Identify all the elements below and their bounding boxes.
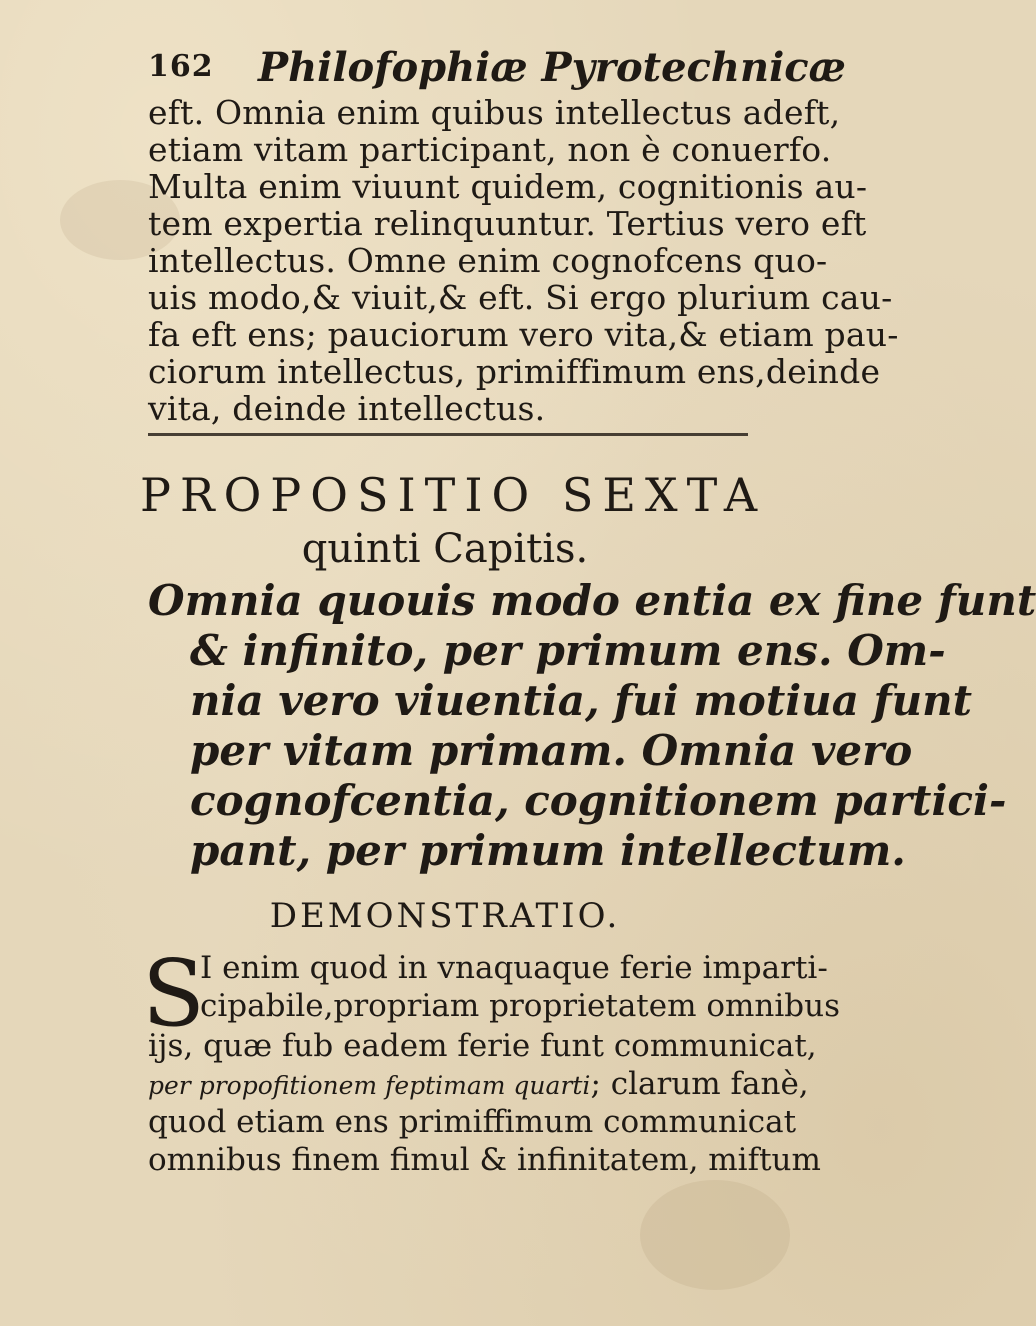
text-line: vita, deinde intellectus. xyxy=(148,389,546,428)
text-line: omnibus finem fimul & infinitatem, miftum xyxy=(148,1142,821,1178)
proposition-line: Omnia quouis modo entia ex fine funt xyxy=(148,576,1036,625)
text-line xyxy=(148,1066,809,1102)
proposition-line: & infinito, per primum ens. Om- xyxy=(190,626,946,675)
text-line: intellectus. Omne enim cognofcens quo- xyxy=(148,241,828,280)
text-line: ijs, quæ fub eadem ferie funt communicat, xyxy=(148,1028,817,1064)
text-line: cipabile,propriam proprietatem omnibus xyxy=(200,988,841,1024)
text-line: etiam vitam participant, non è conuerfo. xyxy=(148,130,832,169)
text-line: fa eft ens; pauciorum vero vita,& etiam pau- xyxy=(148,315,899,354)
text-fragment: ; clarum fanè, xyxy=(590,1066,809,1102)
text-line: quod etiam ens primiffimum communicat xyxy=(148,1104,797,1140)
text-line: I enim quod in vnaquaque ferie imparti- xyxy=(200,950,828,986)
page-number: 162 xyxy=(148,49,214,84)
horizontal-rule xyxy=(148,433,748,436)
text-line: ciorum intellectus, primiffimum ens,deinde xyxy=(148,352,881,391)
section-heading: PROPOSITIO SEXTA xyxy=(140,468,767,522)
section-subheading: quinti Capitis. xyxy=(301,526,589,572)
running-title: Philofophiæ Pyrotechnicæ xyxy=(258,44,846,91)
text-line: uis modo,& viuit,& eft. Si ergo plurium cau- xyxy=(148,278,893,317)
proposition-line: cognofcentia, cognitionem partici- xyxy=(190,776,1007,825)
text-line: tem expertia relinquuntur. Tertius vero eft xyxy=(148,204,867,243)
paper-stain xyxy=(640,1180,790,1290)
proposition-line: per vitam primam. Omnia vero xyxy=(190,726,913,775)
proposition-line: pant, per primum intellectum. xyxy=(190,826,906,875)
text-line: Multa enim viuunt quidem, cognitionis au- xyxy=(148,167,868,206)
text-line: eft. Omnia enim quibus intellectus adeft, xyxy=(148,93,841,132)
demonstratio-heading: DEMONSTRATIO. xyxy=(269,896,621,936)
drop-cap: S xyxy=(142,940,206,1047)
proposition-line: nia vero viuentia, fui motiua funt xyxy=(190,676,973,725)
italic-reference: per propofitionem feptimam quarti xyxy=(148,1071,591,1100)
